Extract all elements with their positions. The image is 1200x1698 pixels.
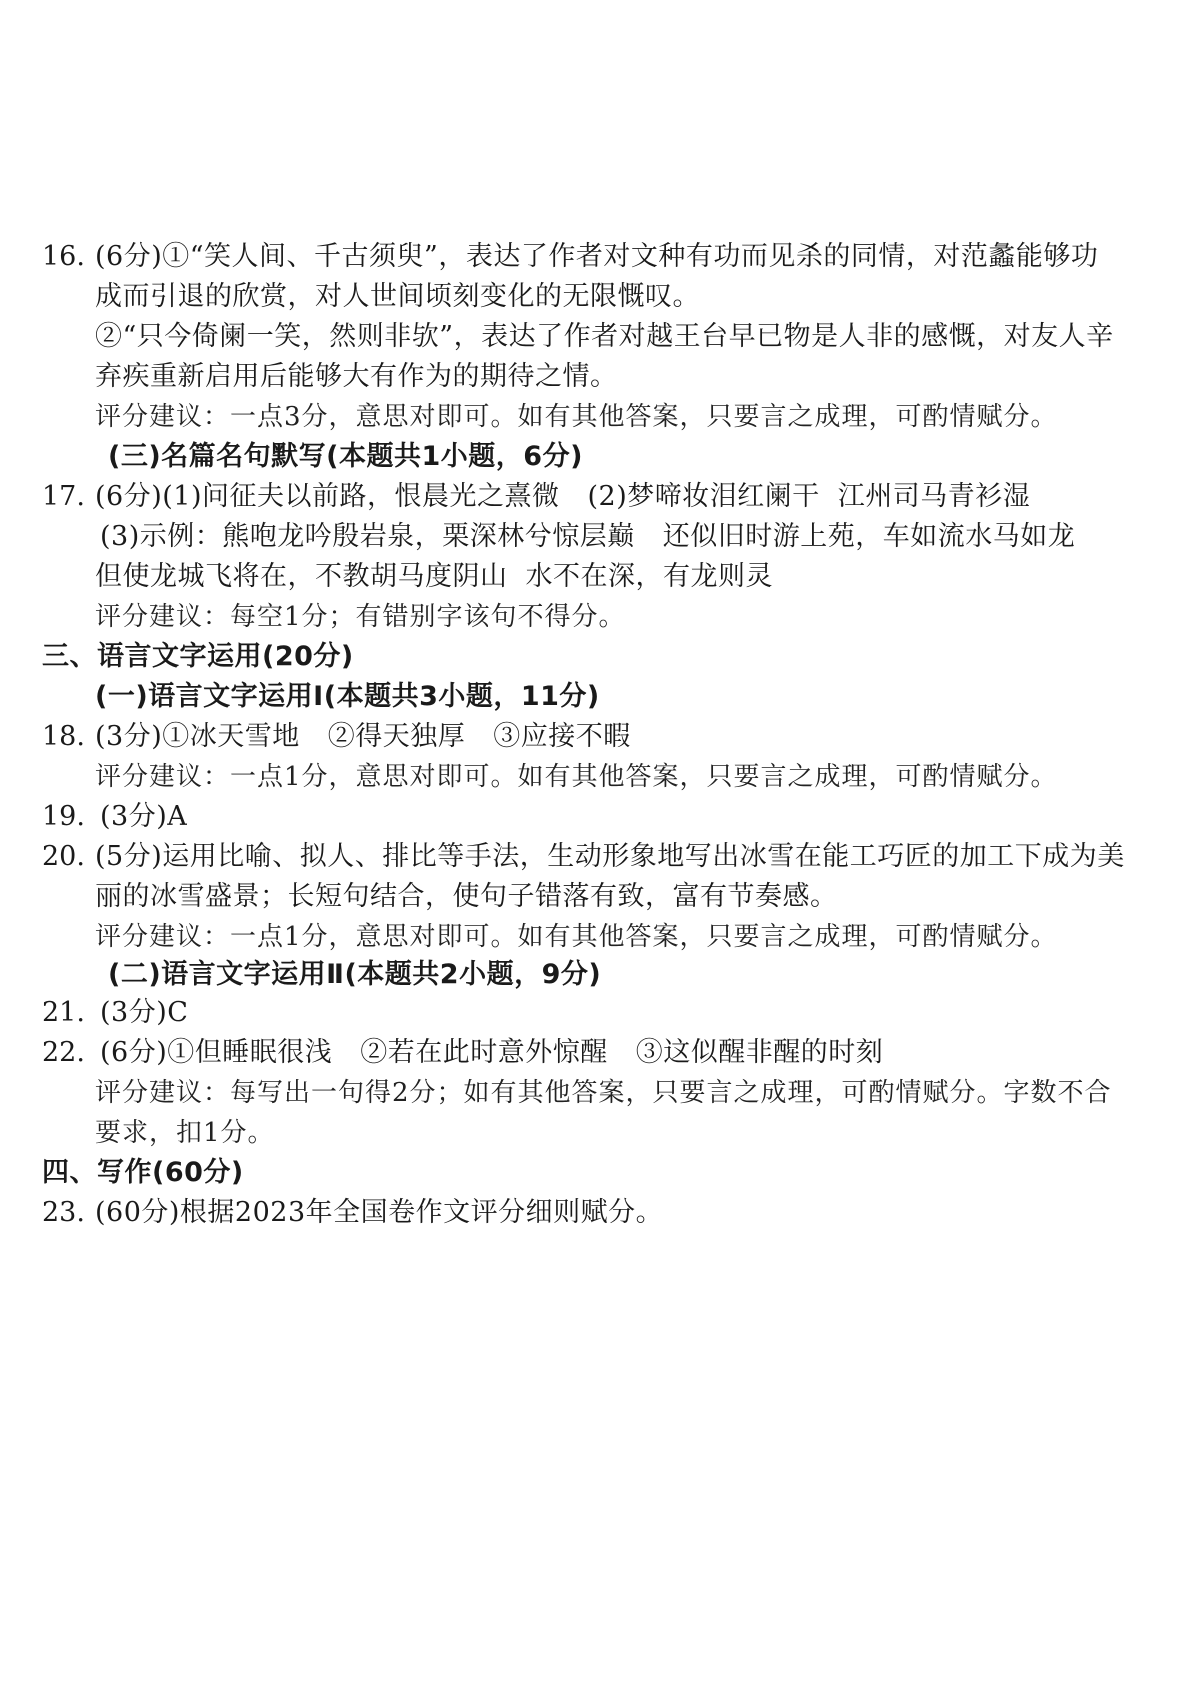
question-22-item-2: ②若在此时意外惊醒 — [360, 1037, 608, 1068]
question-17-line-3 — [95, 560, 773, 594]
question-16-line-2: 成而引退的欣赏，对人世间顷刻变化的无限慨叹。 — [95, 281, 700, 312]
question-18-item-1: (3分)①冰天雪地 — [95, 721, 300, 752]
question-16-line-3: ②“只今倚阑一笑，然则非欤”，表达了作者对越王台早已物是人非的感慨，对友人辛 — [95, 321, 1114, 352]
question-22-number: 22. — [42, 1037, 85, 1068]
question-18-line-1 — [95, 720, 631, 754]
question-19-number: 19. — [42, 801, 85, 832]
question-17-item-3c: 但使龙城飞将在，不教胡马度阴山 — [95, 561, 508, 592]
question-16-line-4: 弃疾重新启用后能够大有作为的期待之情。 — [95, 361, 618, 392]
subsection-3-2-heading: (二)语言文字运用Ⅱ(本题共2小题，9分) — [108, 959, 602, 990]
question-17-scoring-note: 评分建议：每空1分；有错别字该句不得分。 — [95, 602, 626, 632]
section-3-heading: 三、语言文字运用(20分) — [42, 641, 354, 672]
question-22-scoring-note-1: 评分建议：每写出一句得2分；如有其他答案，只要言之成理，可酌情赋分。字数不合 — [95, 1078, 1112, 1108]
question-20-scoring-note: 评分建议：一点1分，意思对即可。如有其他答案，只要言之成理，可酌情赋分。 — [95, 922, 1058, 952]
question-23-answer: (60分)根据2023年全国卷作文评分细则赋分。 — [95, 1197, 664, 1228]
question-22-item-3: ③这似醒非醒的时刻 — [635, 1037, 884, 1068]
question-17-item-3: (3)示例：熊咆龙吟殷岩泉，栗深林兮惊层巅 — [100, 521, 635, 552]
question-17-number: 17. — [42, 481, 85, 512]
question-21-number: 21. — [42, 997, 85, 1028]
question-22-scoring-note-2: 要求，扣1分。 — [95, 1118, 275, 1148]
question-19-answer: (3分)A — [100, 801, 188, 832]
section-4-heading: 四、写作(60分) — [42, 1157, 244, 1188]
question-18-number: 18. — [42, 721, 85, 752]
question-17-item-3d: 水不在深，有龙则灵 — [525, 561, 773, 592]
question-22-line-1 — [100, 1036, 883, 1070]
question-16-line-1: (6分)①“笑人间、千古须臾”，表达了作者对文种有功而见杀的同情，对范蠡能够功 — [95, 241, 1099, 272]
question-18-item-2: ②得天独厚 — [327, 721, 466, 752]
question-17-line-2 — [100, 520, 1075, 554]
question-23-number: 23. — [42, 1197, 85, 1228]
question-22-item-1: (6分)①但睡眠很浅 — [100, 1037, 333, 1068]
question-17-item-2b: 江州司马青衫湿 — [837, 481, 1031, 512]
question-16-scoring-note: 评分建议：一点3分，意思对即可。如有其他答案，只要言之成理，可酌情赋分。 — [95, 402, 1058, 432]
question-20-line-2: 丽的冰雪盛景；长短句结合，使句子错落有致，富有节奏感。 — [95, 881, 838, 912]
question-17-item-3b: 还似旧时游上苑，车如流水马如龙 — [662, 521, 1076, 552]
question-18-scoring-note: 评分建议：一点1分，意思对即可。如有其他答案，只要言之成理，可酌情赋分。 — [95, 762, 1058, 792]
subsection-3-heading: (三)名篇名句默写(本题共1小题，6分) — [108, 441, 583, 472]
question-18-item-3: ③应接不暇 — [493, 721, 631, 752]
question-17-item-1: (6分)(1)问征夫以前路，恨晨光之熹微 — [95, 481, 560, 512]
question-21-answer: (3分)C — [100, 997, 189, 1028]
question-20-number: 20. — [42, 841, 85, 872]
question-17-item-2: (2)梦啼妆泪红阑干 — [587, 481, 820, 512]
question-17-line-1 — [95, 480, 1030, 514]
subsection-3-1-heading: (一)语言文字运用Ⅰ(本题共3小题，11分) — [95, 681, 600, 712]
question-16-number: 16. — [42, 241, 85, 272]
question-20-line-1: (5分)运用比喻、拟人、排比等手法，生动形象地写出冰雪在能工巧匠的加工下成为美 — [95, 841, 1125, 872]
